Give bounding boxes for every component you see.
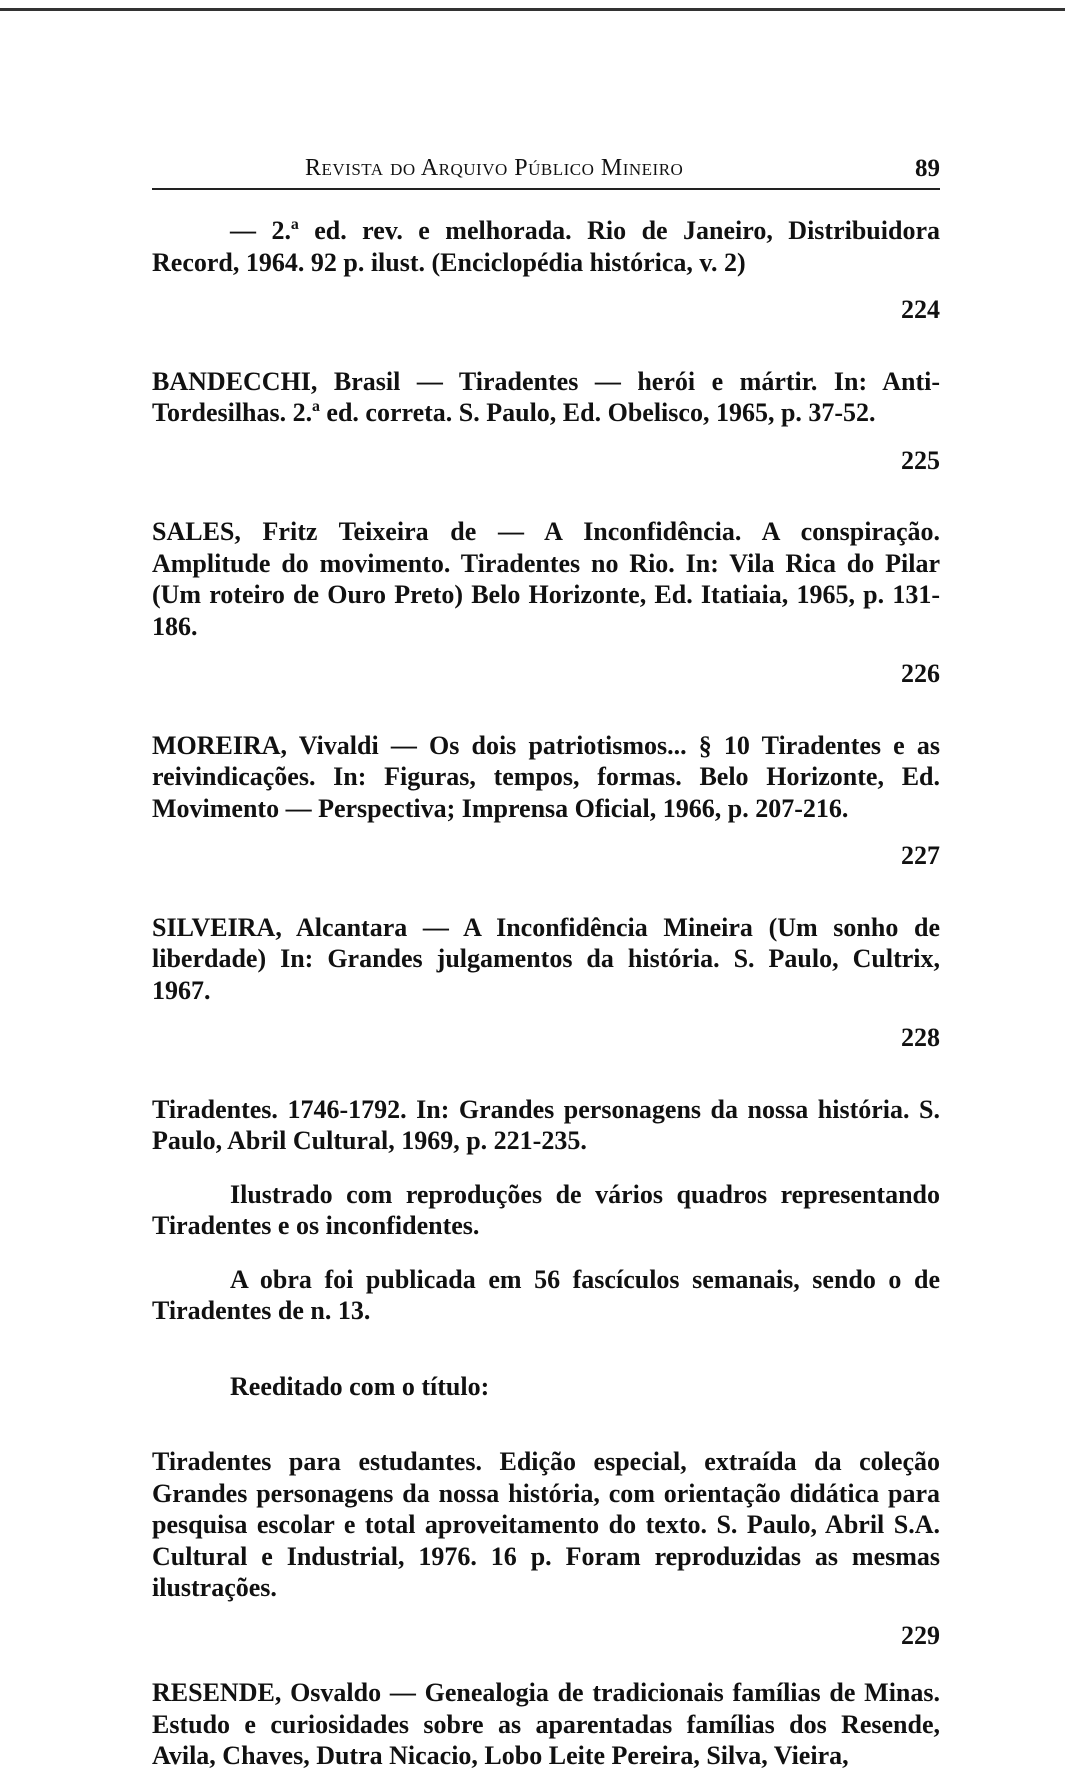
entry-228-note-fascicles: A obra foi publicada em 56 fascículos semanais, sendo o de Tiradentes de n. 13. <box>152 1264 940 1325</box>
entry-continuation-text: — 2.ª ed. rev. e melhorada. Rio de Janeiro, Distribuidora Record, 1964. 92 p. ilust. (Enciclopédia histórica, v. 2) <box>152 216 940 277</box>
entry-228-note-reedition: Reeditado com o título: <box>230 1371 490 1401</box>
entry-number-225: 225 <box>901 445 940 475</box>
running-header <box>152 155 940 187</box>
entry-number-228: 228 <box>901 1023 940 1052</box>
entry-224-text: BANDECCHI, Brasil — Tiradentes — herói e mártir. In: Anti-Tordesilhas. 2.ª ed. correta. S. Paulo, Ed. Obelisco, 1965, p. 37-52. <box>152 366 940 427</box>
entry-number-224: 224 <box>901 295 940 324</box>
top-border-rule <box>0 8 1065 11</box>
entry-225-text: SALES, Fritz Teixeira de — A Inconfidência. A conspiração. Amplitude do movimento. Tiradentes no Rio. In: Vila Rica do Pilar (Um roteiro de Ouro Preto) Belo Horizonte, Ed. Itatiaia, 1965, p. 131-186. <box>152 517 940 641</box>
header-rule <box>152 188 940 190</box>
entry-226-text: MOREIRA, Vivaldi — Os dois patriotismos... § 10 Tiradentes e as reivindicações. In: Figuras, tempos, formas. Belo Horizonte, Ed. Movimento — Perspectiva; Imprensa Oficial, 1966, p. 207-216. <box>152 730 940 823</box>
entry-number-229: 229 <box>901 1620 940 1650</box>
entry-228-note-illustrations: Ilustrado com reproduções de vários quadros representando Tiradentes e os inconfidentes. <box>152 1179 940 1240</box>
entry-number-227: 227 <box>901 841 940 870</box>
page-number: 89 <box>915 155 940 182</box>
bibliography-list <box>152 215 940 1772</box>
entry-number-226: 226 <box>901 659 940 688</box>
entry-228-text: Tiradentes. 1746-1792. In: Grandes personagens da nossa história. S. Paulo, Abril Cultural, 1969, p. 221-235. <box>152 1094 940 1155</box>
entry-228-reedition-text: Tiradentes para estudantes. Edição especial, extraída da coleção Grandes personagens da nossa história, com orientação didática para pesquisa escolar e total aproveitamento do texto. S. Paulo, Abril S.A. Cultural e Industrial, 1976. 16 p. Foram reproduzidas as mesmas ilustrações. <box>152 1447 940 1602</box>
journal-title: Revista do Arquivo Público Mineiro <box>305 155 684 181</box>
entry-227-text: SILVEIRA, Alcantara — A Inconfidência Mineira (Um sonho de liberdade) In: Grandes julgamentos da história. S. Paulo, Cultrix, 1967. <box>152 912 940 1005</box>
entry-229-text: RESENDE, Osvaldo — Genealogia de tradicionais famílias de Minas. Estudo e curiosidades sobre as aparentadas famílias dos Resende, Avila, Chaves, Dutra Nicacio, Lobo Leite Pereira, Silva, Vieira, <box>152 1678 940 1770</box>
